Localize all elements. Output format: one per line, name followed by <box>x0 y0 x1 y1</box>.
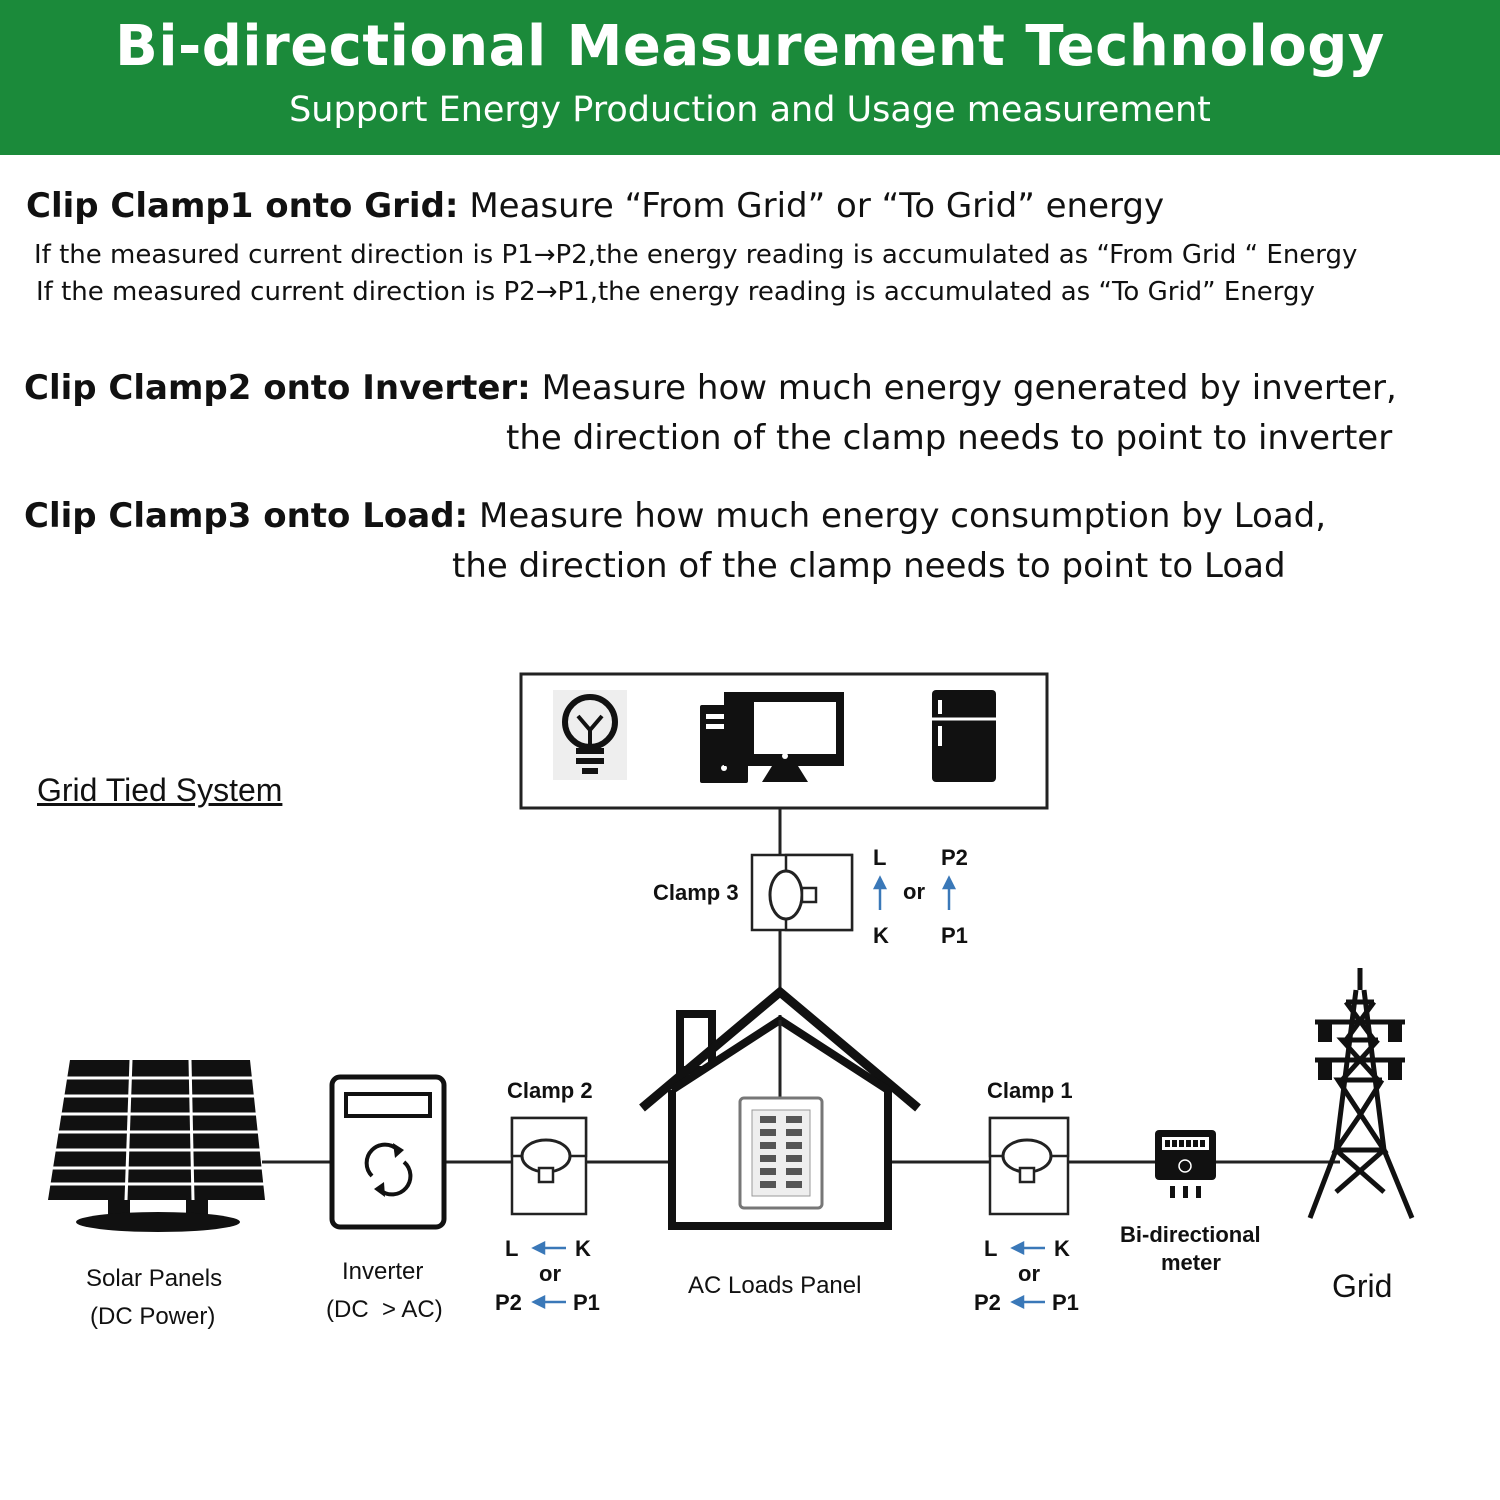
clamp2-l: L <box>505 1236 519 1261</box>
house-icon <box>642 992 918 1226</box>
clamp1-k: K <box>1054 1236 1070 1261</box>
clamp1-p2: P2 <box>974 1290 1001 1315</box>
clamp3-line2: the direction of the clamp needs to point to Load <box>452 546 1286 586</box>
clamp3-heading-rest: Measure how much energy consumption by Load, <box>468 496 1327 536</box>
loads-box <box>521 674 1047 808</box>
clamp3-device <box>752 855 852 930</box>
solar-panel-icon <box>48 1060 265 1232</box>
grid-label: Grid <box>1332 1268 1393 1304</box>
clamp2-heading-rest: Measure how much energy generated by inverter, <box>530 368 1397 408</box>
clamp2-heading-bold: Clip Clamp2 onto Inverter: <box>24 368 531 408</box>
solar-sublabel: (DC Power) <box>90 1303 216 1330</box>
meter-label: Bi-directional <box>1120 1222 1261 1247</box>
clamp2-p1: P1 <box>573 1290 600 1315</box>
clamp2-p2: P2 <box>495 1290 522 1315</box>
insulators <box>1318 1022 1402 1080</box>
page-title: Bi-directional Measurement Technology <box>115 14 1385 79</box>
clamp1-l: L <box>984 1236 998 1261</box>
clamp2-device <box>512 1118 586 1214</box>
clamp2-k: K <box>575 1236 591 1261</box>
clamp3-l: L <box>873 845 887 870</box>
clamp3-p2: P2 <box>941 845 968 870</box>
clamp2-label: Clamp 2 <box>507 1078 593 1103</box>
inverter-label: Inverter <box>342 1258 424 1285</box>
refrigerator-icon <box>932 690 996 782</box>
transmission-tower-icon <box>1310 968 1412 1218</box>
clamp3-label: Clamp 3 <box>653 880 739 905</box>
solar-label: Solar Panels <box>86 1265 223 1292</box>
clamp3-k: K <box>873 923 889 948</box>
clamp1-line1: If the measured current direction is P1→P2,the energy reading is accumulated as “From Grid “ Energy <box>34 240 1358 270</box>
clamp1-label: Clamp 1 <box>987 1078 1073 1103</box>
clamp1-device <box>990 1118 1068 1214</box>
clamp1-line2: If the measured current direction is P2→P1,the energy reading is accumulated as “To Grid” Energy <box>36 277 1315 307</box>
ac-loads-panel-label: AC Loads Panel <box>688 1272 862 1299</box>
clamp1-heading-bold: Clip Clamp1 onto Grid: <box>26 186 459 226</box>
meter-sublabel: meter <box>1161 1250 1221 1275</box>
clamp2-or: or <box>539 1261 561 1286</box>
inverter-sublabel: (DC > AC) <box>326 1296 443 1323</box>
clamp3-p1: P1 <box>941 923 968 948</box>
lightbulb-icon <box>553 690 627 780</box>
clamp1-heading-rest: Measure “From Grid” or “To Grid” energy <box>458 186 1165 226</box>
inverter-icon <box>332 1077 444 1227</box>
clamp1-or: or <box>1018 1261 1040 1286</box>
system-title: Grid Tied System <box>37 772 283 808</box>
meter-icon <box>1155 1130 1216 1198</box>
clamp3-heading-bold: Clip Clamp3 onto Load: <box>24 496 469 536</box>
clamp2-line2: the direction of the clamp needs to point to inverter <box>506 418 1393 458</box>
clamp3-or: or <box>903 879 925 904</box>
clamp1-p1: P1 <box>1052 1290 1079 1315</box>
page-subtitle: Support Energy Production and Usage measurement <box>289 90 1211 130</box>
